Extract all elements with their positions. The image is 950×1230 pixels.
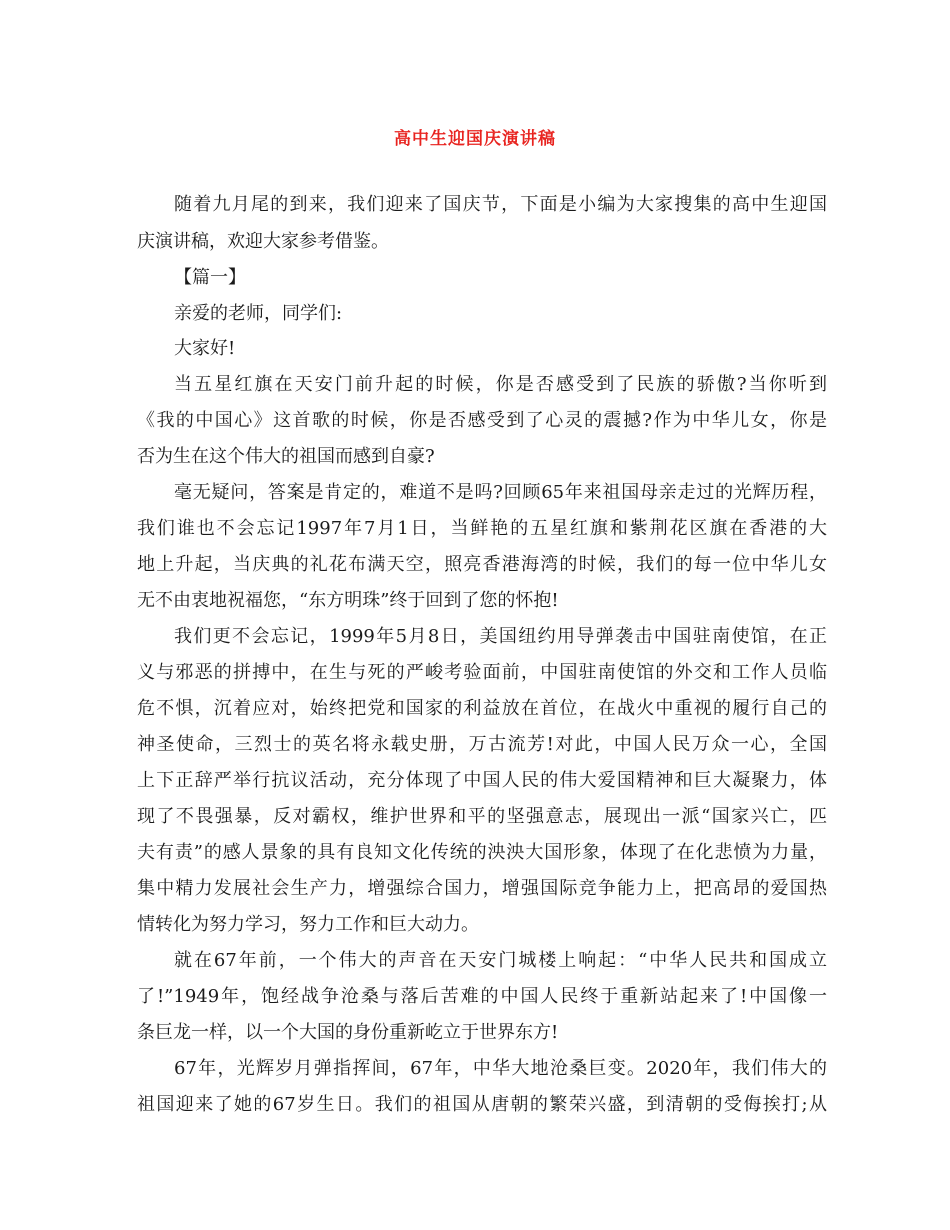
paragraph-line: 当五星红旗在天安门前升起的时候，你是否感受到了民族的骄傲?当你听到 xyxy=(174,374,827,395)
paragraph-line: 无不由衷地祝福您，“东方明珠”终于回到了您的怀抱! xyxy=(137,590,559,611)
paragraph-line: 我们更不会忘记，1999年5月8日，美国纽约用导弹袭击中国驻南使馆，在正 xyxy=(174,626,827,647)
paragraph-line: 义与邪恶的拼搏中，在生与死的严峻考验面前，中国驻南使馆的外交和工作人员临 xyxy=(137,662,827,683)
paragraph-line: 毫无疑问，答案是肯定的，难道不是吗?回顾65年来祖国母亲走过的光辉历程， xyxy=(174,482,827,503)
paragraph-line: 就在67年前，一个伟大的声音在天安门城楼上响起：“中华人民共和国成立 xyxy=(174,950,827,971)
paragraph-line: 庆演讲稿，欢迎大家参考借鉴。 xyxy=(137,231,389,252)
paragraph-line: 了!”1949年，饱经战争沧桑与落后苦难的中国人民终于重新站起来了!中国像一 xyxy=(137,986,827,1007)
paragraph-line: 《我的中国心》这首歌的时候，你是否感受到了心灵的震撼?作为中华儿女，你是 xyxy=(137,410,827,431)
paragraph-line: 祖国迎来了她的67岁生日。我们的祖国从唐朝的繁荣兴盛，到清朝的受侮挨打;从 xyxy=(137,1094,827,1115)
greeting-line: 大家好! xyxy=(174,338,236,359)
salutation-line: 亲爱的老师，同学们: xyxy=(174,303,343,324)
document-title: 高中生迎国庆演讲稿 xyxy=(394,129,556,149)
section-heading: 【篇一】 xyxy=(174,267,246,288)
paragraph-line: 我们谁也不会忘记1997年7月1日，当鲜艳的五星红旗和紫荆花区旗在香港的大 xyxy=(137,518,827,539)
paragraph-line: 67年，光辉岁月弹指挥间，67年，中华大地沧桑巨变。2020年，我们伟大的 xyxy=(174,1058,827,1079)
paragraph-line: 上下正辞严举行抗议活动，充分体现了中国人民的伟大爱国精神和巨大凝聚力，体 xyxy=(137,770,827,791)
paragraph-line: 夫有责”的感人景象的具有良知文化传统的泱泱大国形象，体现了在化悲愤为力量， xyxy=(137,842,827,863)
paragraph-line: 危不惧，沉着应对，始终把党和国家的利益放在首位，在战火中重视的履行自己的 xyxy=(137,698,827,719)
paragraph-line: 条巨龙一样，以一个大国的身份重新屹立于世界东方! xyxy=(137,1022,559,1043)
paragraph-line: 地上升起，当庆典的礼花布满天空，照亮香港海湾的时候，我们的每一位中华儿女 xyxy=(137,554,827,575)
paragraph-line: 现了不畏强暴，反对霸权，维护世界和平的坚强意志，展现出一派“国家兴亡，匹 xyxy=(137,806,827,827)
paragraph-line: 集中精力发展社会生产力，增强综合国力，增强国际竞争能力上，把高昂的爱国热 xyxy=(137,878,827,899)
paragraph-line: 随着九月尾的到来，我们迎来了国庆节，下面是小编为大家搜集的高中生迎国 xyxy=(174,194,827,215)
paragraph-line: 情转化为努力学习，努力工作和巨大动力。 xyxy=(137,914,479,935)
paragraph-line: 神圣使命，三烈士的英名将永载史册，万古流芳!对此，中国人民万众一心，全国 xyxy=(137,734,827,755)
paragraph-line: 否为生在这个伟大的祖国而感到自豪? xyxy=(137,446,435,467)
